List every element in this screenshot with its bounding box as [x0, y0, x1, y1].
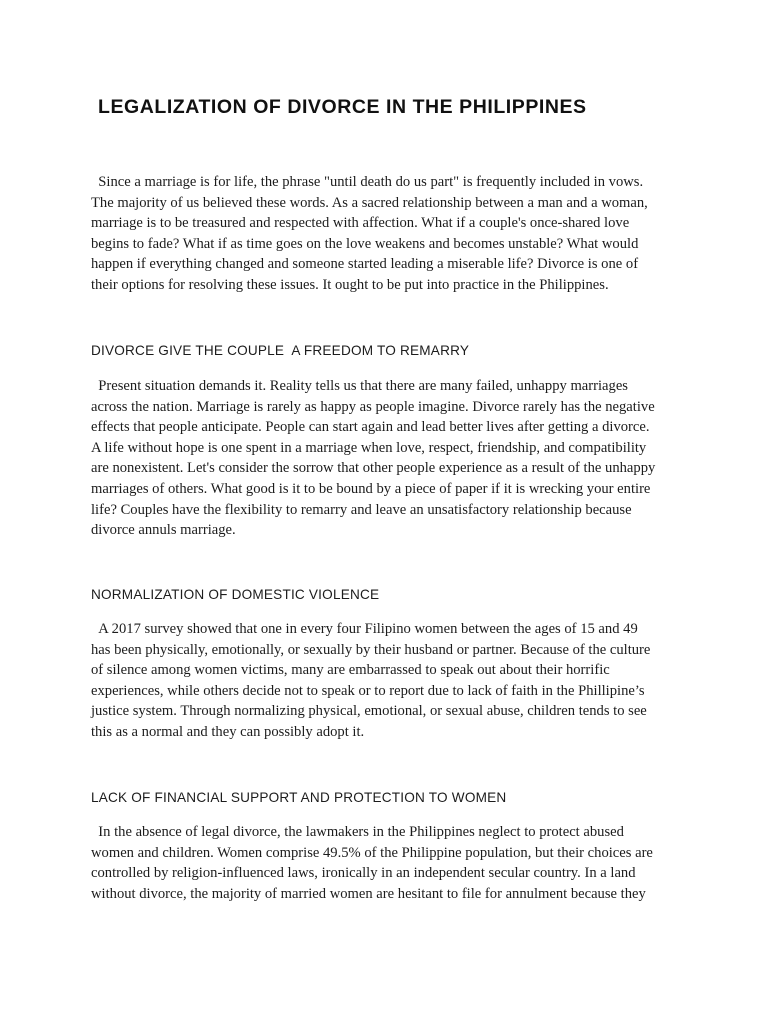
paragraph-line: A life without hope is one spent in a marriage when love, respect, friendship, and compatibility: [91, 439, 647, 456]
section-paragraph-remarry: [91, 376, 691, 541]
paragraph-line: without divorce, the majority of married women are hesitant to file for annulment because they: [91, 885, 646, 902]
paragraph-line: controlled by religion-influenced laws, ironically in an independent secular country. In a land: [91, 865, 636, 882]
paragraph-line: of silence among women victims, many are embarrassed to speak out about their horrific: [91, 662, 610, 679]
section-paragraph-financial-support: [91, 822, 691, 904]
paragraph-line: happen if everything changed and someone started leading a miserable life? Divorce is one of: [91, 256, 639, 273]
paragraph-line: experiences, while others decide not to speak or to report due to lack of faith in the Phillipine’s: [91, 682, 645, 699]
paragraph-line: women and children. Women comprise 49.5% of the Philippine population, but their choices are: [91, 844, 653, 861]
paragraph-line: divorce annuls marriage.: [91, 522, 236, 539]
paragraph-line: Since a marriage is for life, the phrase "until death do us part" is frequently included in vows.: [91, 174, 644, 190]
paragraph-line: marriage is to be treasured and respected with affection. What if a couple's once-shared love: [91, 215, 630, 232]
section-heading-financial-support: LACK OF FINANCIAL SUPPORT AND PROTECTION TO WOMEN: [91, 790, 507, 805]
paragraph-line: marriages of others. What good is it to be bound by a piece of paper if it is wrecking your entire: [91, 480, 651, 497]
paragraph-line: The majority of us believed these words. As a sacred relationship between a man and a woman,: [91, 194, 648, 211]
paragraph-line: justice system. Through normalizing physical, emotional, or sexual abuse, children tends to see: [91, 703, 647, 720]
section-heading-domestic-violence: NORMALIZATION OF DOMESTIC VIOLENCE: [91, 587, 380, 602]
paragraph-line: Present situation demands it. Reality tells us that there are many failed, unhappy marriages: [91, 378, 628, 394]
paragraph-line: across the nation. Marriage is rarely as happy as people imagine. Divorce rarely has the negative: [91, 398, 655, 415]
paragraph-line: effects that people anticipate. People can start again and lead better lives after getting a divorce.: [91, 419, 650, 436]
paragraph-line: life? Couples have the flexibility to remarry and leave an unsatisfactory relationship because: [91, 501, 632, 518]
section-heading-remarry: DIVORCE GIVE THE COUPLE A FREEDOM TO REMARRY: [91, 343, 470, 358]
paragraph-line: their options for resolving these issues. It ought to be put into practice in the Philippines.: [91, 276, 609, 293]
paragraph-line: In the absence of legal divorce, the lawmakers in the Philippines neglect to protect abused: [91, 824, 624, 840]
paragraph-line: this as a normal and they can possibly adopt it.: [91, 723, 365, 740]
paragraph-line: are nonexistent. Let's consider the sorrow that other people experience as a result of the unhappy: [91, 460, 656, 477]
paragraph-line: A 2017 survey showed that one in every four Filipino women between the ages of 15 and 49: [91, 621, 638, 637]
intro-paragraph: [91, 172, 691, 296]
document-title: LEGALIZATION OF DIVORCE IN THE PHILIPPINES: [98, 96, 587, 118]
paragraph-line: has been physically, emotionally, or sexually by their husband or partner. Because of the culture: [91, 641, 651, 658]
section-paragraph-domestic-violence: [91, 619, 691, 743]
paragraph-line: begins to fade? What if as time goes on the love weakens and becomes unstable? What would: [91, 235, 639, 252]
